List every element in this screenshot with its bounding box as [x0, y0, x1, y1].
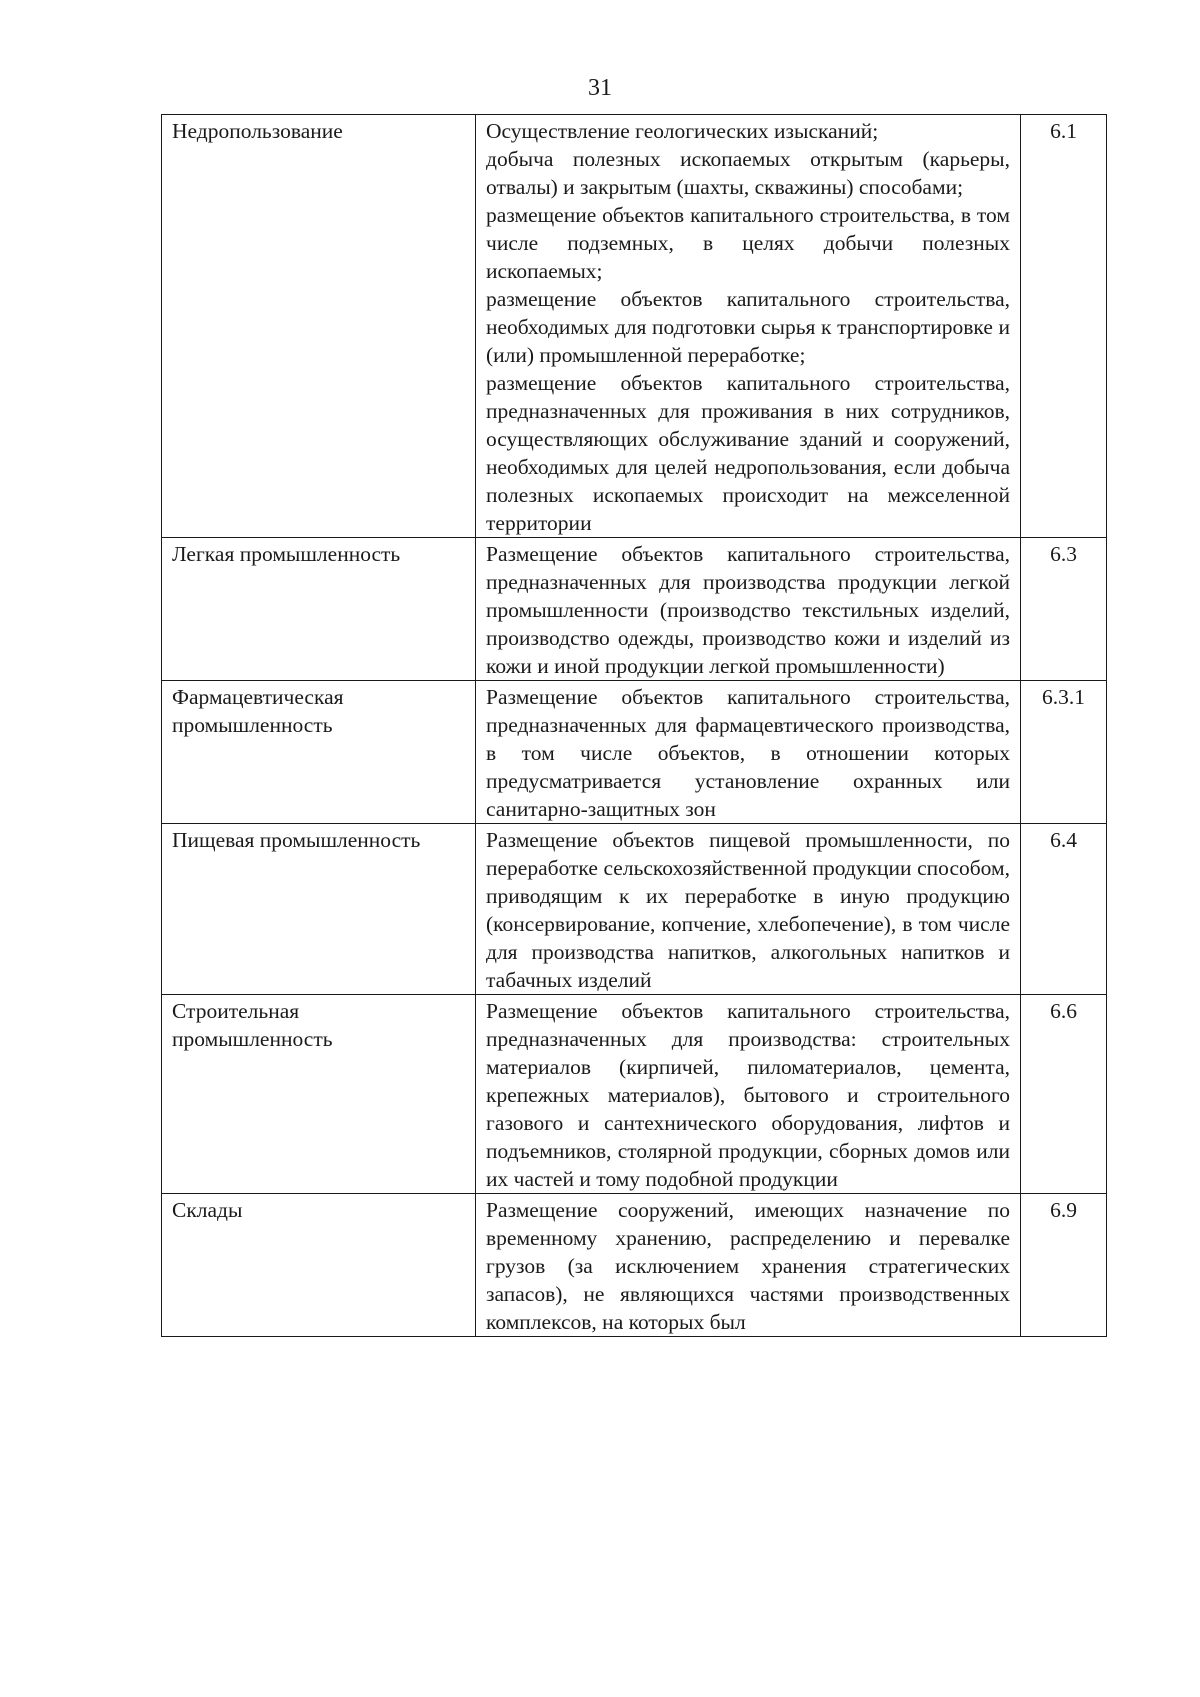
use-type-description [476, 681, 1021, 824]
description-paragraph: Размещение объектов пищевой промышленности, по переработке сельскохозяйственной продукции способом, приводящим к их переработке в иную продукцию (консервирование, копчение, хлебопечение), в том числе для производства напитков, алкогольных напитков и табачных изделий [486, 828, 1010, 992]
table-row [162, 115, 1107, 538]
description-paragraph: Размещение объектов капитального строительства, предназначенных для фармацевтического производства, в том числе объектов, в отношении которых предусматривается установление охранных или санитарно-защитных зон [486, 685, 1010, 821]
land-use-table [161, 114, 1107, 1337]
use-type-code: 6.3.1 [1021, 681, 1107, 824]
description-paragraph: Размещение сооружений, имеющих назначение по временному хранению, распределению и перевалке грузов (за исключением хранения стратегических запасов), не являющихся частями производственных комплексов, на которых был [486, 1198, 1010, 1334]
description-paragraph: размещение объектов капитального строительства, предназначенных для проживания в них сотрудников, осуществляющих обслуживание зданий и сооружений, необходимых для целей недропользования, если добыча полезных ископаемых происходит на межселенной территории [486, 371, 1010, 535]
use-type-name: Строительная промышленность [162, 995, 476, 1194]
table-row [162, 681, 1107, 824]
description-paragraph: Размещение объектов капитального строительства, предназначенных для производства продукции легкой промышленности (производство текстильных изделий, производство одежды, производство кожи и изделий из кожи и иной продукции легкой промышленности) [486, 542, 1010, 678]
use-type-code: 6.4 [1021, 824, 1107, 995]
use-type-code: 6.6 [1021, 995, 1107, 1194]
description-paragraph: добыча полезных ископаемых открытым (карьеры, отвалы) и закрытым (шахты, скважины) способами; [486, 147, 1010, 199]
use-type-description [476, 1194, 1021, 1337]
description-paragraph: Осуществление геологических изысканий; [486, 119, 879, 143]
use-type-code: 6.3 [1021, 538, 1107, 681]
use-type-name: Недропользование [162, 115, 476, 538]
page-number: 31 [588, 75, 612, 101]
table-row [162, 824, 1107, 995]
description-paragraph: Размещение объектов капитального строительства, предназначенных для производства: строительных материалов (кирпичей, пиломатериалов, цемента, крепежных материалов), бытового и строительного газового и сантехнического оборудования, лифтов и подъемников, столярной продукции, сборных домов или их частей и тому подобной продукции [486, 999, 1010, 1191]
use-type-name: Пищевая промышленность [162, 824, 476, 995]
use-type-code: 6.1 [1021, 115, 1107, 538]
table-row [162, 538, 1107, 681]
use-type-name: Легкая промышленность [162, 538, 476, 681]
table-row [162, 1194, 1107, 1337]
use-type-description [476, 995, 1021, 1194]
use-type-name: Фармацевтическая промышленность [162, 681, 476, 824]
table-row [162, 995, 1107, 1194]
use-type-code: 6.9 [1021, 1194, 1107, 1337]
use-type-name: Склады [162, 1194, 476, 1337]
description-paragraph: размещение объектов капитального строительства, в том числе подземных, в целях добычи полезных ископаемых; [486, 203, 1010, 283]
use-type-description [476, 538, 1021, 681]
description-paragraph: размещение объектов капитального строительства, необходимых для подготовки сырья к транспортировке и (или) промышленной переработке; [486, 287, 1010, 367]
use-type-description [476, 824, 1021, 995]
use-type-description [476, 115, 1021, 538]
